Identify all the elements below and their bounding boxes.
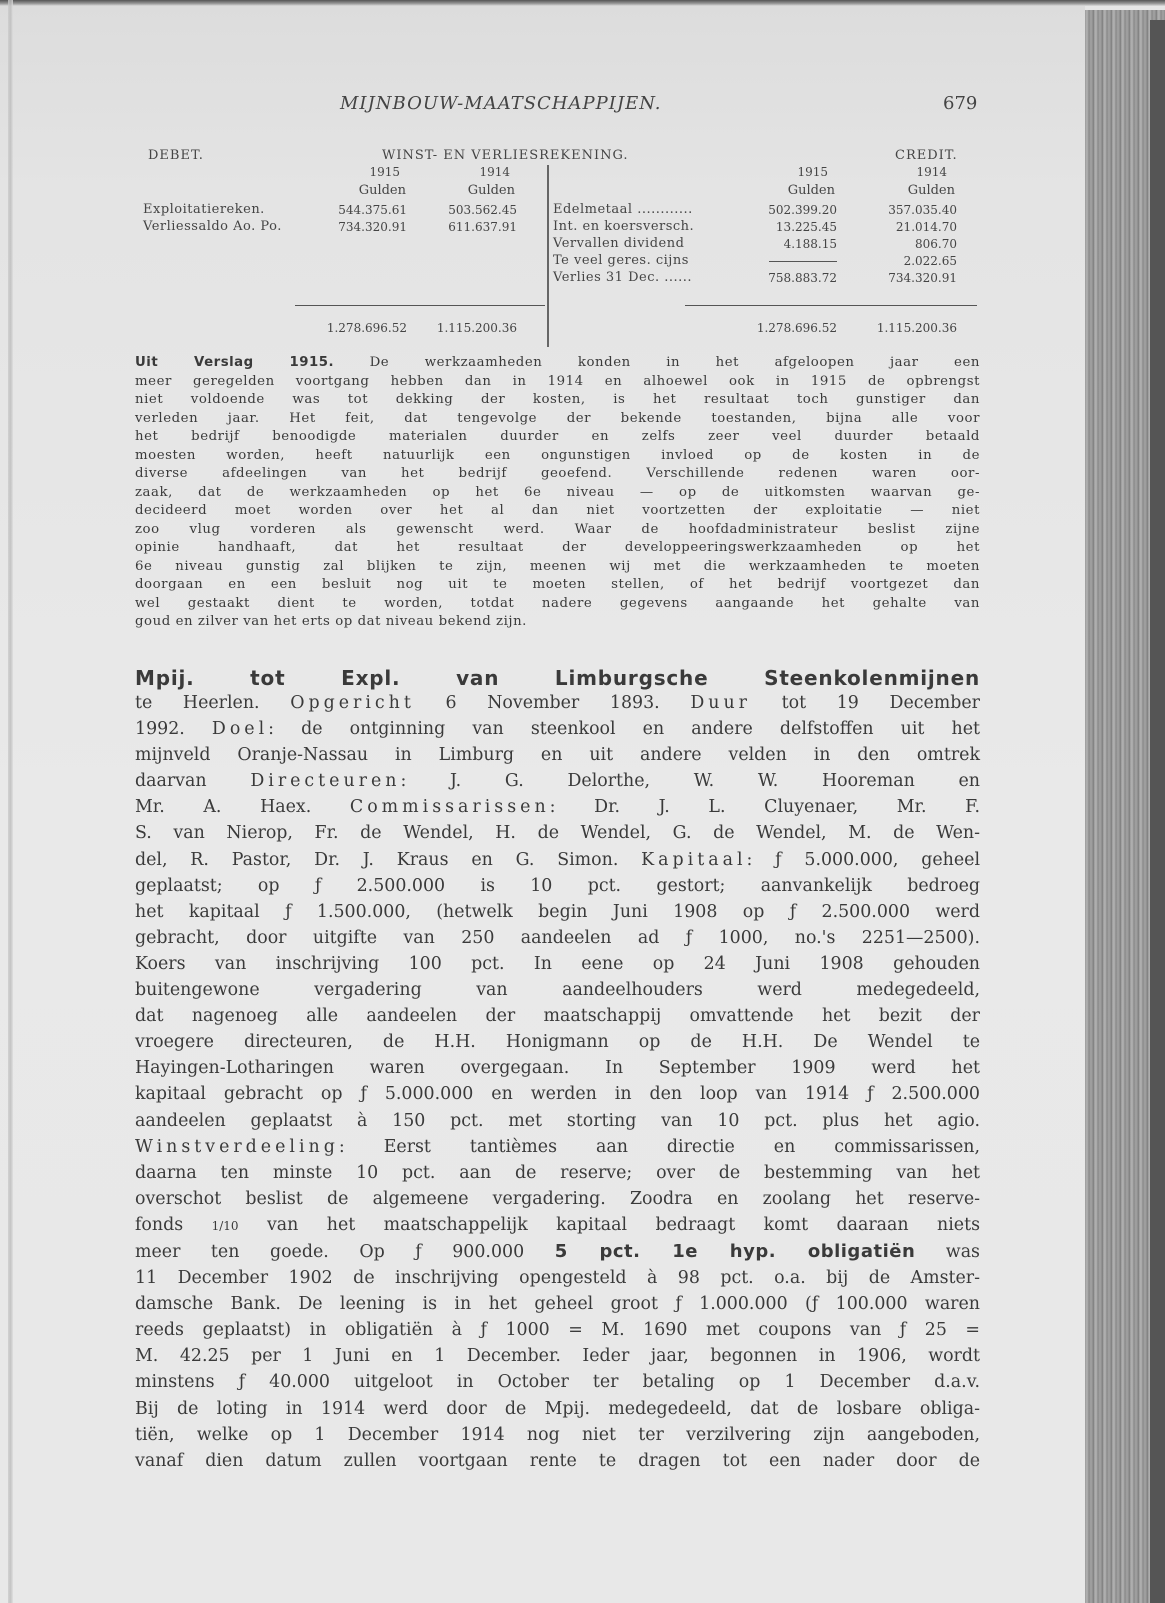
text-line: opinie handhaaft, dat het resultaat der developpeeringswerkzaamheden op het	[135, 540, 980, 555]
text-line: niet voldoende was tot dekking der kosten, is het resultaat toch gunstiger dan	[135, 392, 980, 407]
debit-currency-1914: Gulden	[467, 183, 515, 198]
label-commissarissen: Commissarissen	[349, 797, 550, 818]
text-line: kapitaal gebracht op ƒ 5.000.000 en werden in den loop van 1914 ƒ 2.500.000	[135, 1084, 980, 1105]
text-line: doorgaan en een besluit nog uit te moeten stellen, of het bedrijf voortgezet dan	[135, 577, 980, 592]
credit-row-value-1915: 502.399.20	[768, 203, 837, 217]
debit-currency-1915: Gulden	[358, 183, 406, 198]
text-line: geplaatst; op ƒ 2.500.000 is 10 pct. gestort; aanvankelijk bedroeg	[135, 875, 980, 896]
credit-row-value-1914: 357.035.40	[888, 203, 957, 217]
text-line: Koers van inschrijving 100 pct. In eene op 24 Juni 1908 gehouden	[135, 953, 980, 974]
page-top-shadow	[0, 0, 1165, 6]
text-line: het bedrijf benoodigde materialen duurder en zelfs zeer veel duurder betaald	[135, 429, 980, 444]
debit-row-value-1914: 503.562.45	[448, 203, 517, 217]
text-line: zoo vlug vorderen als gewenscht werd. Waar de hoofdadministrateur beslist zijne	[135, 521, 980, 537]
credit-total-1915: 1.278.696.52	[756, 321, 837, 335]
text-line: Winstverdeeling: Eerst tantièmes aan directie en commissarissen,	[135, 1136, 980, 1157]
text-line: M. 42.25 per 1 Juni en 1 December. Ieder jaar, begonnen in 1906, wordt	[135, 1346, 980, 1367]
text-line: mijnveld Oranje-Nassau in Limburg en uit andere velden in den omtrek	[135, 745, 980, 766]
nil-dash	[769, 261, 837, 262]
company-entry	[135, 665, 980, 691]
text-line: daarna ten minste 10 pct. aan de reserve; over de bestemming van het	[135, 1162, 980, 1183]
text-line: 6e niveau gunstig zal blijken te zijn, meenen wij met die werkzaamheden te moeten	[135, 558, 980, 574]
text-line: fonds 1/10 van het maatschappelijk kapitaal bedraagt komt daaraan niets	[135, 1214, 981, 1235]
text-line: del, R. Pastor, Dr. J. Kraus en G. Simon. Kapitaal: ƒ 5.000.000, geheel	[135, 849, 981, 870]
label-doel: Doel	[211, 719, 269, 740]
company-body	[135, 690, 980, 1474]
text-line: gebracht, door uitgifte van 250 aandeelen ad ƒ 1000, no.'s 2251—2500).	[135, 927, 980, 948]
text-line: diverse afdeelingen van het bedrijf geoefend. Verschillende redenen waren oor-	[135, 466, 980, 481]
annual-report-paragraph	[135, 354, 980, 632]
text-line: vroegere directeuren, de H.H. Honigmann op de H.H. De Wendel te	[135, 1032, 980, 1053]
text-line: daarvan Directeuren: J. G. Delorthe, W. W. Hooreman en	[135, 771, 980, 792]
debit-row-value-1915: 544.375.61	[338, 203, 407, 217]
text-line: minstens ƒ 40.000 uitgeloot in October ter betaling op 1 December d.a.v.	[135, 1372, 980, 1393]
text-line: decideerd moet worden over het al dan niet voortzetten der exploitatie — niet	[135, 503, 980, 518]
debit-year-1914: 1914	[479, 165, 510, 179]
text-line: 1992. Doel: de ontginning van steenkool en andere delfstoffen uit het	[135, 719, 980, 740]
text-line: 11 December 1902 de inschrijving opengesteld à 98 pct. o.a. bij de Amster-	[135, 1268, 980, 1289]
text-line: reeds geplaatst) in obligatiën à ƒ 1000 = M. 1690 met coupons van ƒ 25 =	[135, 1320, 980, 1341]
debit-total-1915: 1.278.696.52	[326, 321, 407, 335]
text-line: dat nagenoeg alle aandeelen der maatschappij omvattende het bezit der	[135, 1006, 980, 1027]
page-number: 679	[943, 93, 978, 114]
debit-total-rule	[295, 305, 545, 306]
bond-heading: 5 pct. 1e hyp. obligatiën	[554, 1240, 916, 1262]
credit-total-1914: 1.115.200.36	[876, 321, 957, 335]
credit-row-value-1915: 4.188.15	[783, 237, 837, 251]
credit-row-value-1914: 2.022.65	[903, 254, 957, 268]
label-duur: Duur	[690, 693, 751, 713]
debit-row-label: Exploitatiereken.	[143, 202, 265, 217]
credit-row-value-1914: 806.70	[915, 237, 957, 251]
text-line: zaak, dat de werkzaamheden op het 6e niveau — op de uitkomsten waarvan ge-	[135, 484, 980, 500]
label-opgericht: Opgericht	[290, 693, 415, 713]
text-line: Hayingen-Lotharingen waren overgegaan. In September 1909 werd het	[135, 1058, 980, 1079]
credit-currency-1915: Gulden	[787, 183, 835, 198]
debit-heading: DEBET.	[148, 148, 204, 163]
credit-year-1915: 1915	[797, 165, 828, 179]
text-line: wel gestaakt dient te worden, totdat nadere gegevens aangaande het gehalte van	[135, 595, 980, 611]
fraction: 1/10	[211, 1218, 239, 1233]
text-line: vanaf dien datum zullen voortgaan rente te dragen tot een nader door de	[135, 1450, 980, 1471]
text-line: het kapitaal ƒ 1.500.000, (hetwelk begin Juni 1908 op ƒ 2.500.000 werd	[135, 901, 980, 922]
credit-row-value-1915: 758.883.72	[768, 271, 837, 285]
text-line: tiën, welke op 1 December 1914 nog niet ter verzilvering zijn aangeboden,	[135, 1424, 980, 1445]
credit-row-label: Te veel geres. cijns	[553, 253, 689, 268]
credit-row-label: Vervallen dividend	[553, 236, 685, 251]
credit-row-value-1915: 13.225.45	[775, 220, 837, 234]
text-line: moesten worden, heeft natuurlijk een ongunstigen invloed op de kosten in de	[135, 447, 980, 463]
credit-row-label: Edelmetaal ............	[553, 202, 693, 217]
credit-row-value-1914: 734.320.91	[888, 271, 957, 285]
text-line: Bij de loting in 1914 werd door de Mpij. medegedeeld, dat de losbare obliga-	[135, 1398, 980, 1419]
text-line: meer ten goede. Op ƒ 900.000 5 pct. 1e hyp. obligatiën was	[135, 1240, 980, 1262]
credit-row-value-1915-empty	[745, 254, 837, 268]
text-line: aandeelen geplaatst à 150 pct. met storting van 10 pct. plus het agio.	[135, 1110, 980, 1131]
profit-loss-account	[135, 148, 980, 348]
credit-row-label: Verlies 31 Dec. ......	[553, 270, 693, 285]
credit-row-label: Int. en koersversch.	[553, 219, 695, 234]
label-kapitaal: Kapitaal	[641, 849, 747, 870]
credit-total-rule	[685, 305, 977, 306]
book-cover-edge	[1150, 20, 1165, 1603]
label-directeuren: Directeuren	[250, 771, 401, 792]
debit-year-1915: 1915	[369, 165, 400, 179]
credit-year-1914: 1914	[916, 165, 947, 179]
account-title: WINST- EN VERLIESREKENING.	[382, 148, 629, 163]
company-title: Mpij. tot Expl. van Limburgsche Steenkolenmijnen	[135, 666, 980, 690]
text-line: damsche Bank. De leening is in het geheel groot ƒ 1.000.000 (ƒ 100.000 waren	[135, 1294, 980, 1315]
credit-row-value-1914: 21.014.70	[895, 220, 957, 234]
credit-heading: CREDIT.	[895, 148, 958, 163]
text-line: overschot beslist de algemeene vergadering. Zoodra en zoolang het reserve-	[135, 1188, 980, 1209]
report-heading: Uit Verslag 1915.	[135, 355, 335, 370]
text-line: te Heerlen. Opgericht 6 November 1893. Duur tot 19 December	[135, 693, 980, 713]
credit-currency-1914: Gulden	[907, 183, 955, 198]
text-line: S. van Nierop, Fr. de Wendel, H. de Wendel, G. de Wendel, M. de Wen-	[135, 823, 980, 844]
running-head: MIJNBOUW-MAATSCHAPPIJEN.	[340, 93, 662, 114]
text-line: buitengewone vergadering van aandeelhouders werd medegedeeld,	[135, 980, 980, 1001]
debit-row-value-1914: 611.637.91	[448, 220, 517, 234]
text-line: Mr. A. Haex. Commissarissen: Dr. J. L. Cluyenaer, Mr. F.	[135, 797, 980, 818]
page-left-gutter	[8, 0, 13, 1603]
text-line: meer geregelden voortgang hebben dan in 1914 en alhoewel ook in 1915 de opbrengst	[135, 373, 980, 389]
account-divider	[547, 165, 549, 347]
text-line: verleden jaar. Het feit, dat tengevolge der bekende toestanden, bijna alle voor	[135, 410, 980, 426]
debit-row-label: Verliessaldo Ao. Po.	[143, 219, 282, 234]
label-winstverdeeling: Winstverdeeling	[135, 1136, 339, 1157]
debit-total-1914: 1.115.200.36	[436, 321, 517, 335]
debit-row-value-1915: 734.320.91	[338, 220, 407, 234]
text-line: Uit Verslag 1915. De werkzaamheden konden in het afgeloopen jaar een	[135, 355, 980, 370]
text-line: goud en zilver van het erts op dat niveau bekend zijn.	[135, 614, 527, 629]
